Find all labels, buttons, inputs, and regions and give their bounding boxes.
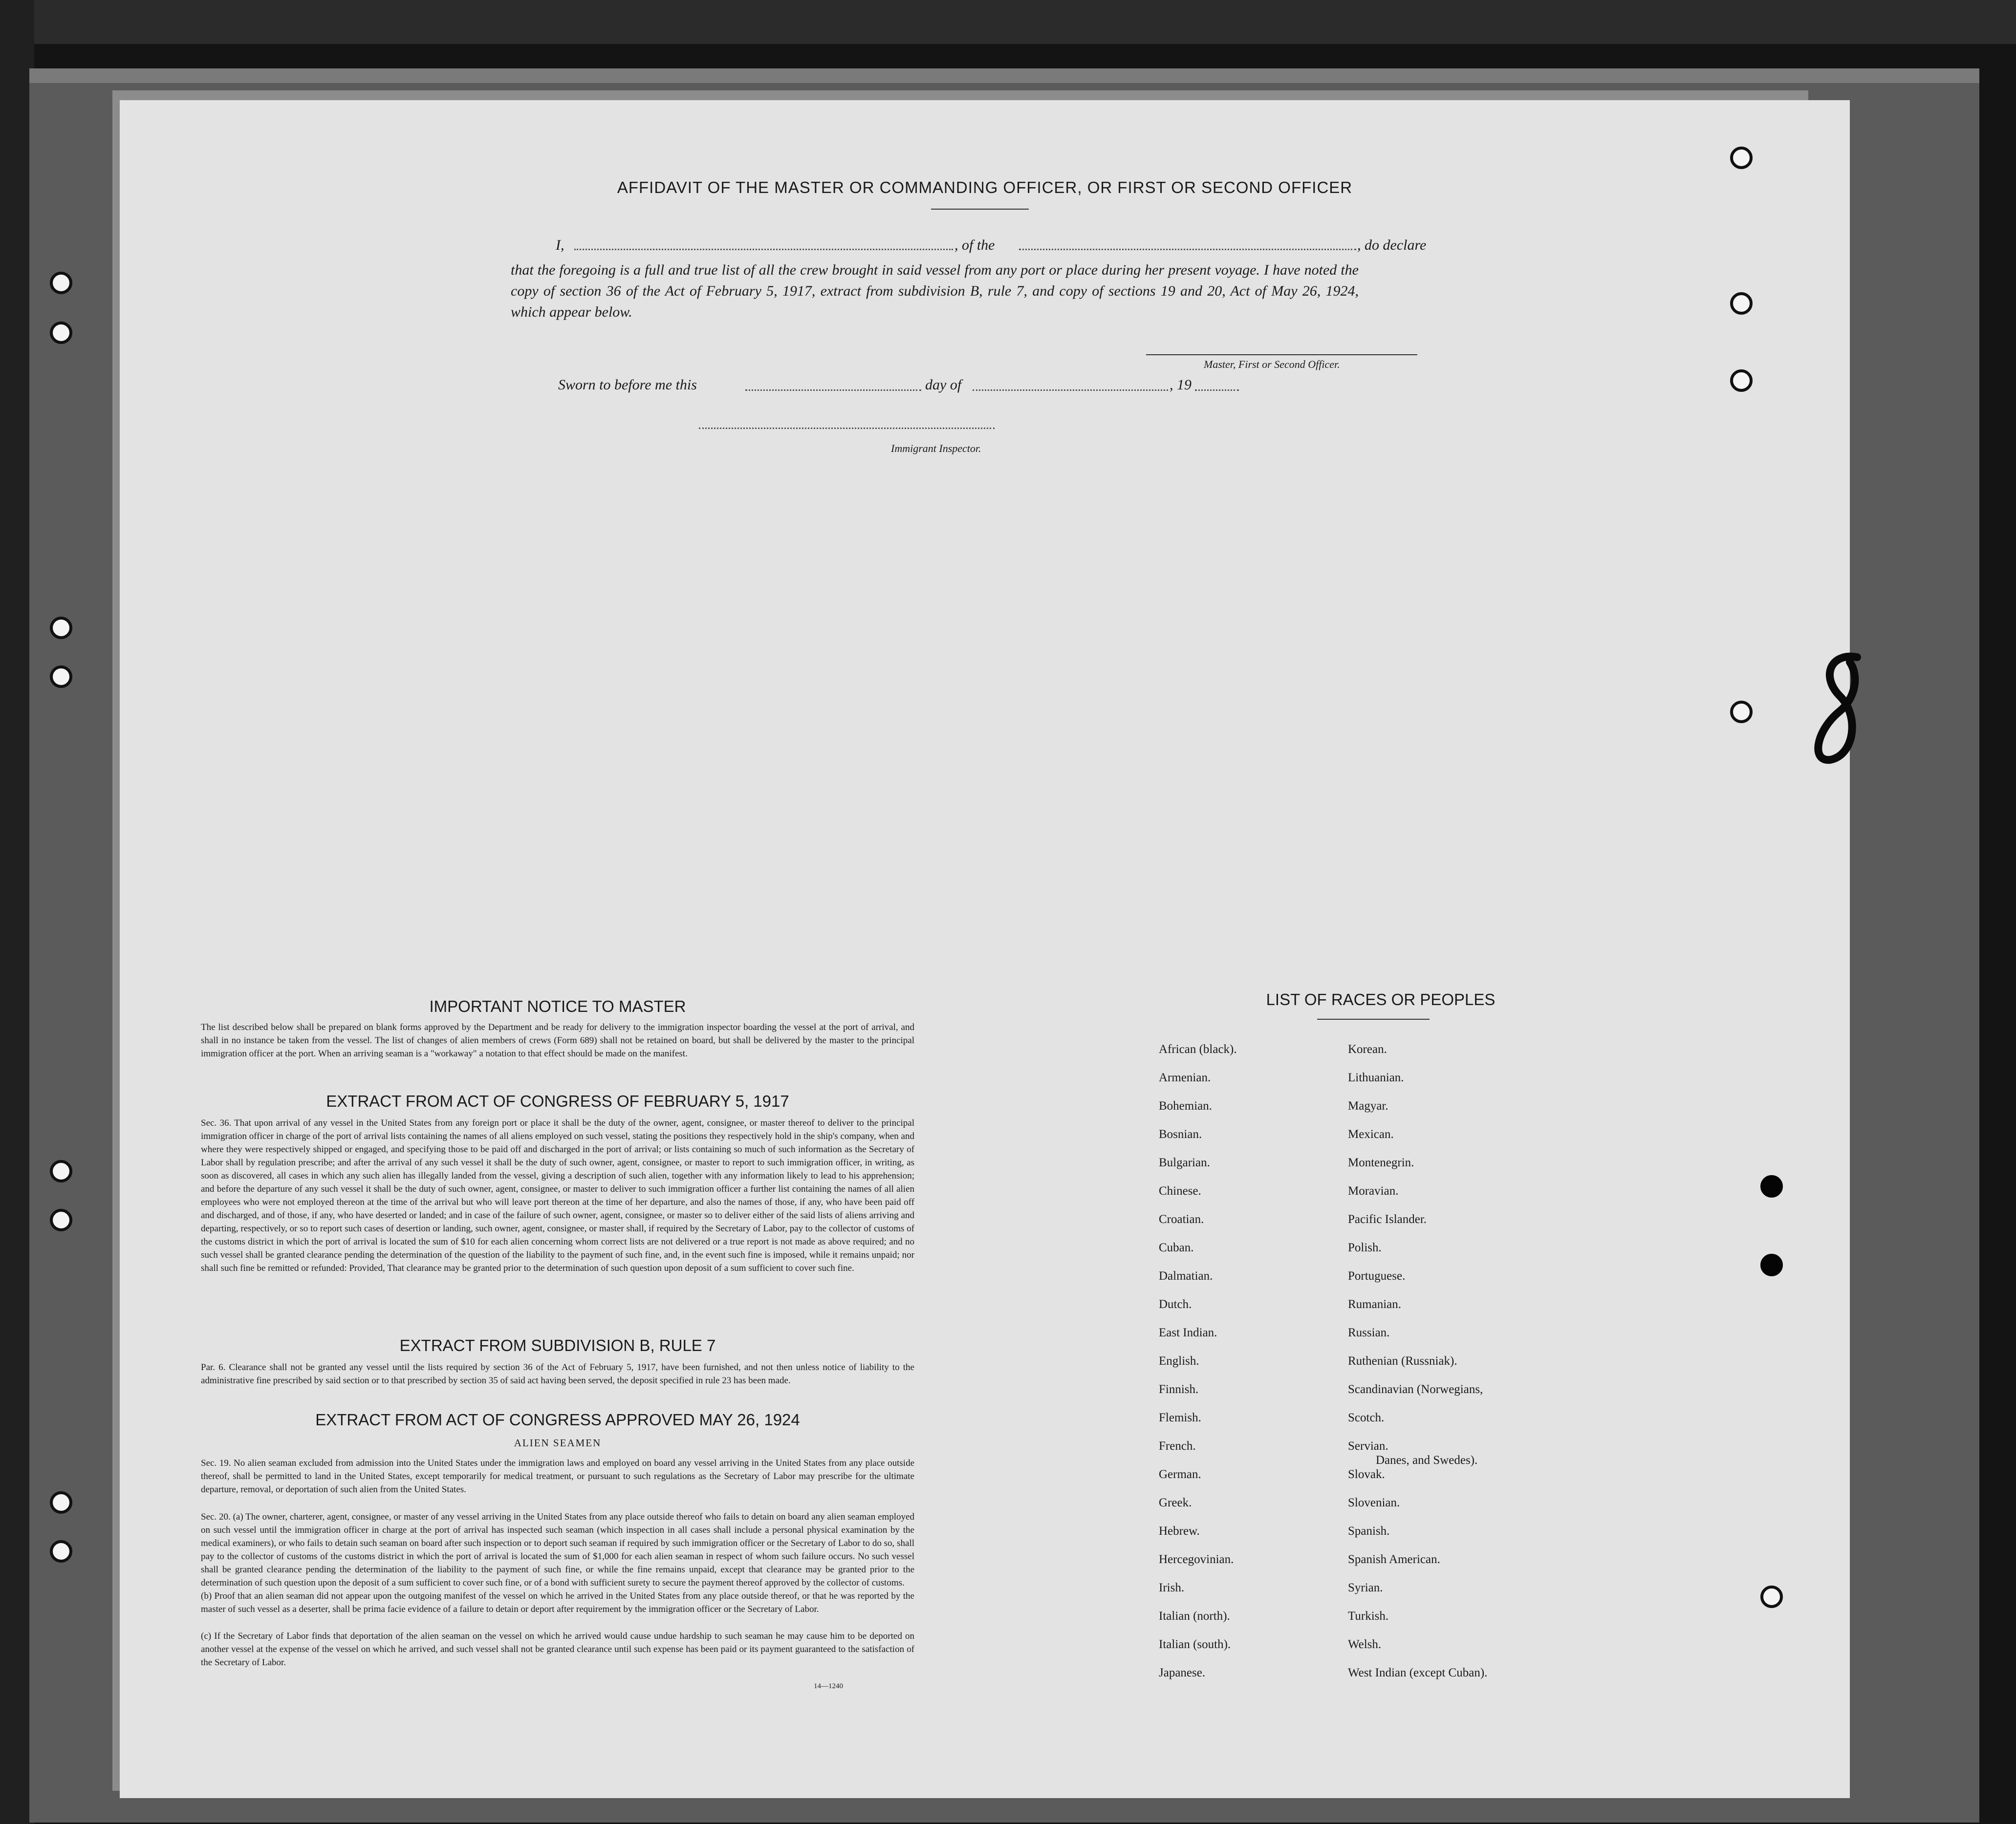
race-item: Magyar. <box>1348 1099 1388 1113</box>
race-item: Irish. <box>1159 1581 1185 1594</box>
alien-seamen-subheading: ALIEN SEAMEN <box>514 1437 602 1449</box>
form-number: 14—1240 <box>814 1682 843 1690</box>
race-item: Chinese. <box>1159 1184 1201 1198</box>
extract-1917-heading: EXTRACT FROM ACT OF CONGRESS OF FEBRUARY 5, 1917 <box>326 1092 789 1110</box>
extract-1924-sec19: Sec. 19. No alien seaman excluded from admission into the United States under the immigration laws and employed on board any vessel arriving in the United States from any place outside thereof, shall be permitted to land in the United States, except temporarily for medical treatment, or pursuant to such regulations as the Secretary of Labor may prescribe for the ultimate departure, removal, or deportation of such alien from the United States. <box>201 1458 914 1495</box>
notice-text: The list described below shall be prepared on blank forms approved by the Department and be ready for delivery to the immigration inspector boarding the vessel at the port of arrival, and shall in no instance be taken from the vessel. The list of changes of alien members of crews (Form 689) shall not be retained on board, but shall be delivered by the master to the principal immigration officer at the port. When an arriving seaman is a "workaway" a notation to that effect should be made on the manifest. <box>201 1022 914 1059</box>
race-item: Welsh. <box>1348 1638 1382 1651</box>
race-item: Spanish. <box>1348 1524 1390 1538</box>
race-item: Cuban. <box>1159 1241 1194 1254</box>
races-column-1 <box>1159 1035 1344 1687</box>
races-heading: LIST OF RACES OR PEOPLES <box>1266 990 1496 1009</box>
affidavit-of-the: , of the <box>954 237 995 253</box>
inspector-signature-line <box>699 428 995 429</box>
race-item-continuation: Danes, and Swedes). <box>1376 1454 1478 1467</box>
binder-hole <box>1730 292 1753 315</box>
sworn-label: Sworn to before me this <box>558 377 697 393</box>
race-item: Dutch. <box>1159 1298 1192 1311</box>
scanner-background-top <box>0 0 2016 44</box>
race-item: African (black). <box>1159 1043 1237 1056</box>
race-item: Mexican. <box>1348 1128 1394 1141</box>
affidavit-declare: , do declare <box>1357 237 1427 253</box>
race-item: Bosnian. <box>1159 1128 1202 1141</box>
race-item: Scandinavian (Norwegians, <box>1348 1383 1483 1396</box>
manifest-page <box>120 100 1850 1798</box>
binder-hole <box>50 1160 72 1182</box>
race-item: Syrian. <box>1348 1581 1383 1594</box>
binder-hole <box>1760 1586 1783 1608</box>
race-item: Flemish. <box>1159 1411 1201 1424</box>
race-item: Lithuanian. <box>1348 1071 1404 1084</box>
race-item: Russian. <box>1348 1326 1390 1339</box>
binder-hole-punched <box>1760 1254 1783 1276</box>
sworn-day-blank <box>745 389 921 391</box>
binder-hole <box>50 322 72 344</box>
race-item: Bohemian. <box>1159 1099 1213 1113</box>
binder-hole <box>50 272 72 294</box>
extract-1924-sec20b: (b) Proof that an alien seaman did not appear upon the outgoing manifest of the vessel on which he arrived in the United States from any place outside thereof, or that he was reported by the master of such vessel as a deserter, shall be prima facie evidence of a failure to detain or deport after requirement by the immigration officer or the Secretary of Labor. <box>201 1591 914 1614</box>
name-blank <box>574 249 953 250</box>
race-item: Hercegovinian. <box>1159 1553 1234 1566</box>
binder-hole <box>50 1491 72 1514</box>
race-item: Pacific Islander. <box>1348 1213 1427 1226</box>
race-item: East Indian. <box>1159 1326 1217 1339</box>
binder-hole <box>50 617 72 639</box>
month-blank <box>973 389 1168 391</box>
race-item: West Indian (except Cuban). <box>1348 1666 1488 1679</box>
notice-heading: IMPORTANT NOTICE TO MASTER <box>429 997 686 1015</box>
binder-hole <box>50 1540 72 1563</box>
race-item: Polish. <box>1348 1241 1382 1254</box>
day-of-label: day of <box>925 377 962 393</box>
affidavit-heading: AFFIDAVIT OF THE MASTER OR COMMANDING OFFICER, OR FIRST OR SECOND OFFICER <box>617 178 1353 196</box>
race-item: Slovak. <box>1348 1468 1385 1481</box>
race-item: Korean. <box>1348 1043 1387 1056</box>
race-item: Italian (north). <box>1159 1609 1230 1623</box>
heading-divider <box>931 209 1029 210</box>
master-signature-label: Master, First or Second Officer. <box>1204 358 1340 370</box>
race-item: Bulgarian. <box>1159 1156 1210 1169</box>
binder-hole <box>1730 147 1753 169</box>
inspector-signature-label: Immigrant Inspector. <box>891 442 981 454</box>
extract-1924-sec20a: Sec. 20. (a) The owner, charterer, agent, consignee, or master of any vessel arriving in the United States from any place outside thereof who fails to detain on board any alien seaman employed on such vessel until the immigration officer in charge at the port of arrival has inspected such seaman (which inspection in all cases shall include a personal physical examination by the medical examiners), or who fails to detain such seaman on board after such inspection or to deport such seaman if required by such immigration officer or the Secretary of Labor to do so, shall pay to the collector of customs of the customs district in which the port of arrival is located the sum of $1,000 for each alien seaman in respect of whom such failure occurs. No such vessel shall be granted clearance pending the determination of the liability to the payment of such fine, or while the fine remains unpaid, except that clearance may be granted prior to the determination of such question upon the deposit of a sum sufficient to cover such fine, or of a bond with sufficient surety to secure the payment thereof approved by the collector of customs. <box>201 1512 914 1588</box>
race-item: English. <box>1159 1354 1199 1368</box>
race-item: Moravian. <box>1348 1184 1399 1198</box>
race-item: Croatian. <box>1159 1213 1204 1226</box>
affidavit-body: that the foregoing is a full and true list of all the crew brought in said vessel from any port or place during her present voyage. I have noted the copy of section 36 of the Act of February 5, 1917, extract from subdivision B, rule 7, and copy of sections 19 and 20, Act of May 26, 1924, which appear below. <box>511 262 1359 320</box>
year-blank <box>1195 389 1239 391</box>
race-item: Portuguese. <box>1348 1269 1406 1283</box>
binder-hole <box>1730 701 1753 723</box>
race-item: German. <box>1159 1468 1201 1481</box>
extract-1924-sec20c: (c) If the Secretary of Labor finds that deportation of the alien seaman on the vessel on which he arrived would cause undue hardship to such seaman he may cause him to be deported on another vessel at the expense of the vessel on which he arrived, and such vessel shall not be granted clearance until such expense has been paid or its payment guaranteed to the satisfaction of the Secretary of Labor. <box>201 1631 914 1668</box>
binder-hole <box>50 1209 72 1231</box>
race-item: Montenegrin. <box>1348 1156 1414 1169</box>
race-item: Armenian. <box>1159 1071 1211 1084</box>
extract-rule7-heading: EXTRACT FROM SUBDIVISION B, RULE 7 <box>399 1336 716 1354</box>
extract-rule7-text: Par. 6. Clearance shall not be granted any vessel until the lists required by section 36 of the Act of February 5, 1917, have been furnished, and not then unless notice of liability to the administrative fine prescribed by said section or to that prescribed by section 35 of said act having been served, the deposit specified in rule 23 has been made. <box>201 1362 914 1386</box>
race-item: Finnish. <box>1159 1383 1199 1396</box>
race-item: Scotch. <box>1348 1411 1385 1424</box>
extract-1917-text: Sec. 36. That upon arrival of any vessel in the United States from any foreign port or place it shall be the duty of the owner, agent, consignee, or master thereof to deliver to the principal immigration officer in charge of the port of arrival lists containing the names of all aliens employed on such vessel, stating the positions they respectively hold in the ship's company, when and where they were respectively shipped or engaged, and specifying those to be paid off and discharged in the port of arrival; or lists containing so much of such information as the Secretary of Labor shall by regulation prescribe; and after the arrival of any such vessel it shall be the duty of such owner, agent, consignee, or master to report to such immigration officer, in writing, as soon as discovered, all cases in which any such alien has illegally landed from the vessel, giving a description of such alien, together with any information likely to lead to his apprehension; and before the departure of any such vessel it shall be the duty of such owner, agent, consignee, or master to deliver to such immigration officer a further list containing the names of all alien employees who were not employed thereon at the time of the arrival but who will leave port thereon at the time of her departure, and also the names of those, if any, who have been paid off and discharged, and of those, if any, who have deserted or landed; and in case of the failure of such owner, agent, consignee, or master so to deliver either of the said lists of aliens arriving and departing, respectively, or so to report such cases of desertion or landing, such owner, agent, consignee, or master shall, if required by the Secretary of Labor, pay to the collector of customs of the customs district in which the port of arrival is located the sum of $10 for each alien concerning whom correct lists are not delivered or a true report is not made as above required; and no such vessel shall be granted clearance pending the determination of the question of the liability to the payment of such fine, and, in the event such fine is imposed, while it remains unpaid; nor shall such fine be remitted or refunded: Provided, That clearance may be granted prior to the determination of such question upon deposit of a sum sufficient to cover such fine. <box>201 1118 914 1273</box>
race-item: Italian (south). <box>1159 1638 1231 1651</box>
race-item: Greek. <box>1159 1496 1192 1509</box>
race-item: Servian. <box>1348 1439 1388 1453</box>
races-column-2 <box>1348 1035 1592 1687</box>
binder-hole <box>1730 369 1753 392</box>
vessel-blank <box>1019 249 1356 250</box>
race-item: Hebrew. <box>1159 1524 1200 1538</box>
race-item: Turkish. <box>1348 1609 1389 1623</box>
race-item: Japanese. <box>1159 1666 1206 1679</box>
extract-1924-heading: EXTRACT FROM ACT OF CONGRESS APPROVED MAY 26, 1924 <box>315 1411 800 1429</box>
race-item: Dalmatian. <box>1159 1269 1213 1283</box>
race-item: Slovenian. <box>1348 1496 1400 1509</box>
race-item: French. <box>1159 1439 1196 1453</box>
binder-hole-punched <box>1760 1175 1783 1198</box>
handwritten-mark <box>1811 643 1869 774</box>
binder-hole <box>50 665 72 688</box>
affidavit-i: I, <box>556 237 564 253</box>
race-item: Spanish American. <box>1348 1553 1440 1566</box>
races-divider <box>1317 1019 1430 1020</box>
race-item: Rumanian. <box>1348 1298 1402 1311</box>
year-label: , 19 <box>1170 377 1192 393</box>
master-signature-line <box>1146 354 1417 355</box>
race-item: Ruthenian (Russniak). <box>1348 1354 1457 1368</box>
